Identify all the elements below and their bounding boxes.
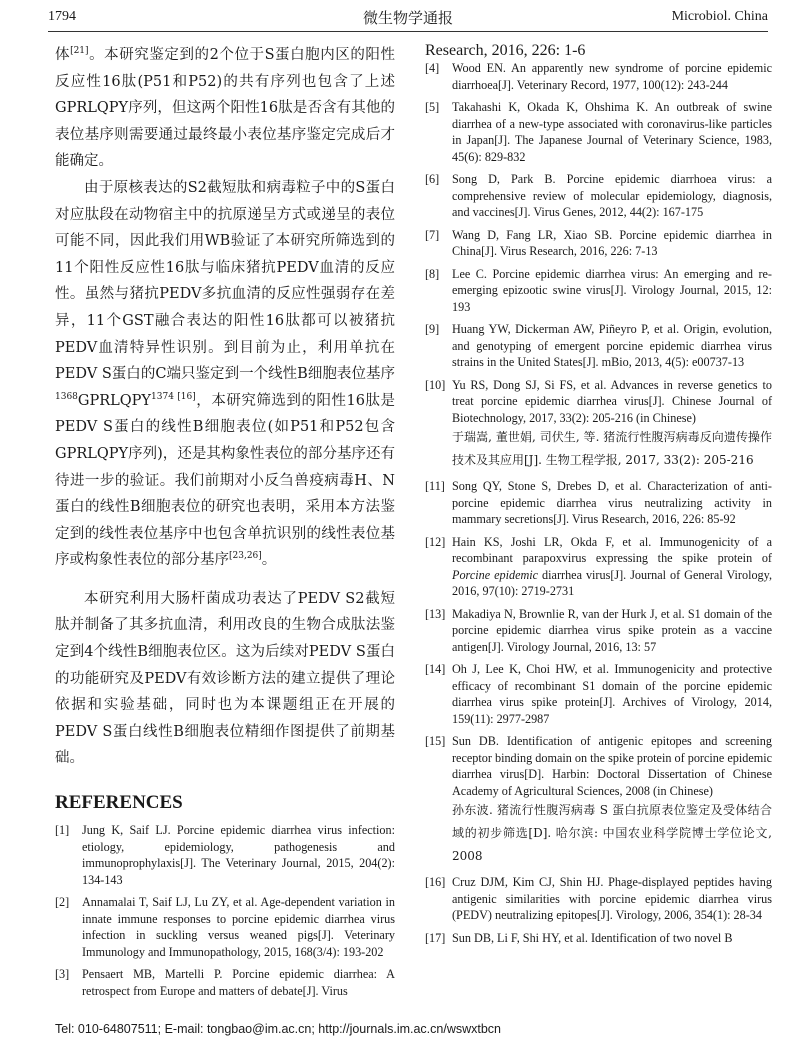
reference-text (452, 60, 772, 93)
residue-end-citation: 1374 [16] (151, 391, 196, 402)
reference-text (452, 874, 772, 924)
reference-item (425, 661, 772, 727)
reference-item (55, 966, 395, 999)
reference-number: [1] (55, 823, 70, 838)
reference-text-part: Hain KS, Joshi LR, Okda F, et al. Immunogenicity of a recombinant parapoxvirus expressing the spike protein of (452, 534, 772, 565)
reference-text (452, 661, 772, 727)
reference-number: [6] (425, 172, 440, 186)
page-footer: Tel: 010-64807511; E-mail: tongbao@im.ac.cn; http://journals.im.ac.cn/wswxtbcn (55, 1022, 502, 1036)
citation-21: [21] (70, 46, 89, 57)
p2-text-c: 。 (261, 552, 277, 569)
reference-item (425, 478, 772, 528)
reference-text-italic: Porcine epidemic (452, 567, 539, 582)
reference-number: [12] (425, 534, 446, 549)
reference-text (452, 227, 772, 260)
reference-text (452, 606, 772, 656)
reference-text-en: Song D, Park B. Porcine epidemic diarrhoea virus: a comprehensive review of molecular epidemiology, diagnosis, and vaccines[J]. Virus Genes, 2012, 44(2): 167-175 (452, 172, 772, 219)
reference-3-continuation: Research, 2016, 226: 1-6 (425, 42, 586, 59)
reference-item (55, 894, 395, 960)
p2-text-b: ，本研究筛选到的阳性16肽是PEDV S蛋白的线性B细胞表位(如P51和P52包含GPRLQPY序列)，还是其构象性表位的部分基序还有待进一步的验证。我们前期对小反刍兽疫病毒H、N蛋白的线性B细胞表位的研究也表明，采用本方法鉴定到的线性表位基序中也包含单抗识别的线性表位基序或构象性表位的部分基序 (55, 392, 395, 569)
reference-item (425, 60, 772, 93)
reference-text-en: Sun DB, Li F, Shi HY, et al. Identification of two novel B (452, 930, 733, 945)
page-header (48, 6, 768, 28)
reference-text (452, 478, 772, 528)
reference-item (425, 930, 772, 947)
reference-text-en: Annamalai T, Saif LJ, Lu ZY, et al. Age-dependent variation in innate immune responses to porcine epidemic diarrhea virus infection in suckling versus weaned pigs[J]. Veterinary Immunology and Immunopathology, 2015, 168(3/4): 193-202 (82, 895, 395, 959)
reference-item (55, 822, 395, 888)
reference-item (425, 606, 772, 656)
page-number: 1794 (48, 9, 76, 24)
reference-text-zh: 孙东波. 猪流行性腹泻病毒 S 蛋白抗原表位鉴定及受体结合域的初步筛选[D]. 哈尔滨: 中国农业科学院博士学位论文, 2008 (452, 803, 772, 863)
reference-text-en: Huang YW, Dickerman AW, Piñeyro P, et al. Origin, evolution, and genotyping of emergent porcine epidemic diarrhea virus strains in the United States[J]. mBio, 2013, 4(5): e00737-13 (452, 322, 772, 369)
reference-text-en: Yu RS, Dong SJ, Si FS, et al. Advances in reverse genetics to treat porcine epidemic diarrhea virus[J]. Chinese Journal of Biotechnology, 2017, 33(2): 205-216 (in Chinese) (452, 377, 772, 425)
reference-number: [7] (425, 227, 440, 242)
reference-text (82, 822, 395, 888)
reference-text-part: diarrhea virus[J]. Journal of General Virology, 2016, 97(10): 2719-2731 (452, 567, 773, 598)
reference-text (452, 99, 772, 165)
reference-text-en: Lee C. Porcine epidemic diarrhea virus: An emerging and re-emerging epizootic swine virus[J]. Virology Journal, 2015, 12: 193 (452, 266, 772, 314)
reference-text (82, 894, 395, 960)
reference-text (452, 930, 772, 947)
reference-text (452, 534, 772, 600)
reference-item (425, 733, 772, 868)
reference-item (425, 534, 772, 600)
reference-number: [11] (425, 479, 445, 493)
reference-text (452, 321, 772, 371)
reference-text-en: Wang D, Fang LR, Xiao SB. Porcine epidemic diarrhea in China[J]. Virus Research, 2016, 226: 7-13 (452, 227, 772, 258)
reference-text (452, 377, 772, 473)
reference-text-en: Sun DB. Identification of antigenic epitopes and screening receptor binding domain on the spike protein of porcine epidemic diarrhea virus[D]. Harbin: Doctoral Dissertation of Chinese Academy of Agricultural Sciences, 2008 (in Chinese) (452, 734, 772, 798)
reference-text-en: Pensaert MB, Martelli P. Porcine epidemic diarrhea: A retrospect from Europe and matters of debate[J]. Virus (82, 967, 395, 998)
reference-text (452, 266, 772, 316)
reference-text (82, 966, 395, 999)
citation-23-26: [23,26] (229, 551, 262, 562)
reference-text-en: Cruz DJM, Kim CJ, Shin HJ. Phage-displayed peptides having antigenic similarities with porcine epidemic diarrhea virus (PEDV) neutralizing epitopes[J]. Virology, 2006, 354(1): 28-34 (452, 875, 772, 922)
reference-number: [15] (425, 734, 446, 748)
reference-number: [14] (425, 662, 446, 676)
reference-number: [10] (425, 377, 446, 392)
reference-text-en: Takahashi K, Okada K, Ohshima K. An outbreak of swine diarrhea of a new-type associated with coronavirus-like particles in Japan[J]. The Japanese Journal of Veterinary Science, 1983, 45(6): 829-832 (452, 100, 772, 164)
reference-item (425, 874, 772, 924)
p1-text-b: 。本研究鉴定到的2个位于S蛋白胞内区的阳性反应性16肽(P51和P52)的共有序列也包含了上述GPRLQPY序列，但这两个阳性16肽是否含有其他的表位基序则需要通过最终最小表位基序鉴定完成后才能确定。 (55, 47, 395, 170)
reference-item (425, 377, 772, 473)
reference-text-en: Makadiya N, Brownlie R, van der Hurk J, et al. S1 domain of the porcine epidemic diarrhea virus spike protein as a vaccine antigen[J]. Virology Journal, 2016, 13: 57 (452, 606, 772, 654)
reference-number: [2] (55, 895, 70, 910)
reference-item (425, 171, 772, 221)
reference-item (425, 227, 772, 260)
paragraph-2 (55, 175, 395, 574)
reference-text-en: Oh J, Lee K, Choi HW, et al. Immunogenicity and protective efficacy of recombinant S1 domain of the porcine epidemic diarrhea virus spike protein[J]. Archives of Virology, 2014, 159(11): 2977-2987 (452, 662, 772, 726)
reference-number: [13] (425, 606, 446, 621)
paragraph-3: 本研究利用大肠杆菌成功表达了PEDV S2截短肽并制备了其多抗血清，利用改良的生物合成肽法鉴定到4个线性B细胞表位区。这为后续对PEDV S蛋白的功能研究及PEDV有效诊断方法的建立提供了理论依据和实验基础，同时也为本课题组正在开展的PEDV S蛋白线性B细胞表位精细作图提供了前期基础。 (55, 590, 395, 767)
reference-text-en: Wood EN. An apparently new syndrome of porcine epidemic diarrhoea[J]. Veterinary Record, 1977, 100(12): 243-244 (452, 61, 772, 92)
paragraph-1 (55, 42, 395, 175)
reference-item (425, 266, 772, 316)
references-list-left (55, 822, 395, 999)
reference-number: [5] (425, 100, 440, 114)
reference-text (452, 733, 772, 868)
reference-item (425, 321, 772, 371)
right-column (425, 42, 772, 952)
reference-text-en: Jung K, Saif LJ. Porcine epidemic diarrhea virus infection: etiology, epidemiology, pathogenesis and immunoprophylaxis[J]. The Veterinary Journal, 2015, 204(2): 134-143 (82, 823, 395, 887)
reference-number: [4] (425, 61, 440, 75)
references-list-right (425, 60, 772, 946)
motif-sequence: GPRLQPY (77, 392, 152, 409)
journal-title-cn: 微生物学通报 (362, 8, 453, 27)
header-rule (48, 31, 768, 32)
reference-text (452, 171, 772, 221)
p2-text-a: 由于原核表达的S2截短肽和病毒粒子中的S蛋白对应肽段在动物宿主中的抗原递呈方式或递呈的表位可能不同，因此我们用WB验证了本研究所筛选到的11个阳性反应性16肽与临床猪抗PEDV血清的反应性。虽然与猪抗PEDV多抗血清的反应性强弱存在差异，11个GST融合表达的阳性16肽都可以被猪抗PEDV血清特异性识别。到目前为止，利用单抗在PEDV S蛋白的C端只鉴定到一个线性B细胞表位基序 (55, 179, 395, 383)
reference-number: [16] (425, 875, 446, 889)
reference-number: [8] (425, 266, 440, 281)
reference-text-en: Song QY, Stone S, Drebes D, et al. Characterization of anti-porcine epidemic diarrhea virus neutralizing activity in mammary secretions[J]. Virus Research, 2016, 226: 85-92 (452, 479, 772, 526)
p1-text-a: 体 (55, 47, 71, 63)
references-heading: REFERENCES (55, 792, 183, 814)
reference-number: [3] (55, 967, 70, 982)
reference-text-zh: 于瑞嵩, 董世娟, 司伏生, 等. 猪流行性腹泻病毒反向遗传操作技术及其应用[J]. 生物工程学报, 2017, 33(2): 205-216 (452, 430, 772, 467)
residue-start: 1368 (55, 391, 78, 402)
reference-item (425, 99, 772, 165)
reference-number: [9] (425, 322, 440, 336)
left-column (55, 42, 395, 1005)
journal-title-en: Microbiol. China (671, 9, 768, 24)
reference-number: [17] (425, 930, 446, 945)
